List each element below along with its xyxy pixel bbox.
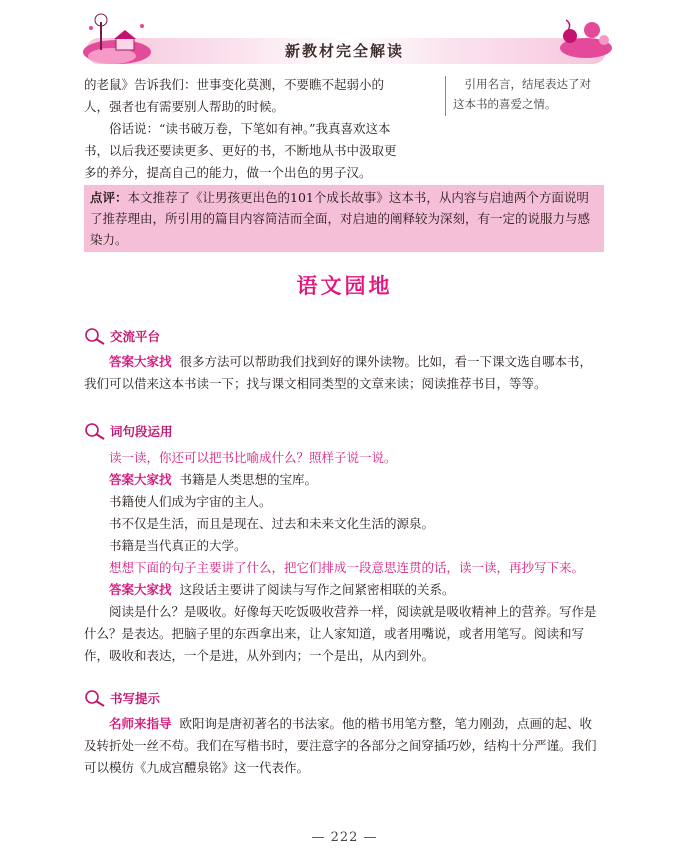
answer-line: 书不仅是生活，而且是现在、过去和未来文化生活的源泉。: [109, 516, 435, 531]
answer-label: 答案大家找: [109, 472, 172, 487]
section-body: [84, 351, 604, 395]
answer-text: 这段话主要讲了阅读与写作之间紧密相联的关系。: [179, 582, 455, 597]
subsection-heading: [84, 688, 160, 708]
heading-text: 词句段运用: [110, 424, 173, 439]
essay-line: 多的养分，提高自己的能力，做一个出色的男子汉。: [84, 165, 372, 180]
teacher-label: 名师来指导: [109, 716, 172, 731]
essay-line: 的老鼠》告诉我们：世事变化莫测，不要瞧不起弱小的: [84, 77, 385, 92]
subsection-heading: [84, 421, 173, 441]
flower-icon: [556, 14, 612, 62]
page-number: — 222 —: [311, 830, 378, 845]
question: 读一读，你还可以把书比喻成什么？照样子说一说。: [109, 450, 397, 465]
heading-text: 交流平台: [110, 329, 161, 344]
side-note-line: 引用名言，结尾表达了对: [464, 77, 591, 91]
section-title: 语文园地: [296, 273, 393, 298]
section-body: [84, 447, 604, 667]
answer-text: 很多方法可以帮助我们找到好的课外读物。比如，看一下课文选自哪本书，我们可以借来这本书读一下；找与课文相同类型的文章来读；阅读推荐书目，等等。: [84, 354, 593, 391]
answer-label: 答案大家找: [109, 354, 172, 369]
answer-label: 答案大家找: [109, 582, 172, 597]
answer-line: 书籍是当代真正的大学。: [109, 538, 247, 553]
essay-continuation: [84, 74, 439, 184]
answer-text: 书籍是人类思想的宝库。: [179, 472, 318, 487]
subsection-heading: [84, 326, 160, 346]
magnifier-icon: [84, 422, 106, 440]
magnifier-icon: [84, 327, 106, 345]
magnifier-icon: [84, 689, 106, 707]
side-note-line: 这本书的喜爱之情。: [453, 97, 557, 111]
heading-text: 书写提示: [110, 691, 161, 706]
answer-line: 书籍使人们成为宇宙的主人。: [109, 494, 272, 509]
side-note: [453, 74, 621, 114]
comment-box: [84, 185, 604, 252]
teacher-text: 欧阳询是唐初著名的书法家。他的楷书用笔方整，笔力刚劲，点画的起、收及转折处一丝不苟。我们在写楷书时，要注意字的各部分之间穿插巧妙，结构十分严谨。我们可以模仿《九成宫醴泉铭》这一代表作。: [84, 716, 597, 775]
passage: 阅读是什么？是吸收。好像每天吃饭吸收营养一样，阅读就是吸收精神上的营养。写作是什么？是表达。把脑子里的东西拿出来，让人家知道，或者用嘴说，或者用笔写。阅读和写作，吸收和表达，一个是进，从外到内；一个是出，从内到外。: [84, 604, 597, 663]
question: 想想下面的句子主要讲了什么，把它们排成一段意思连贯的话，读一读，再抄写下来。: [109, 560, 585, 575]
comment-label: 点评：: [90, 190, 128, 205]
essay-line: 俗话说：“读书破万卷，下笔如有神。”我真喜欢这本: [109, 121, 391, 136]
side-note-divider: [445, 76, 446, 116]
page-header: [0, 0, 689, 70]
comment-text: 本文推荐了《让男孩更出色的101个成长故事》这本书，从内容与启迪两个方面说明了推荐理由，所引用的篇目内容简洁而全面，对启迪的阐释较为深刻，有一定的说服力与感染力。: [90, 190, 591, 247]
header-title: 新教材完全解读: [284, 42, 404, 60]
essay-line: 人，强者也有需要别人帮助的时候。: [84, 99, 285, 114]
essay-line: 书，以后我还要读更多、更好的书，不断地从书中汲取更: [84, 143, 397, 158]
section-body: [84, 713, 604, 779]
